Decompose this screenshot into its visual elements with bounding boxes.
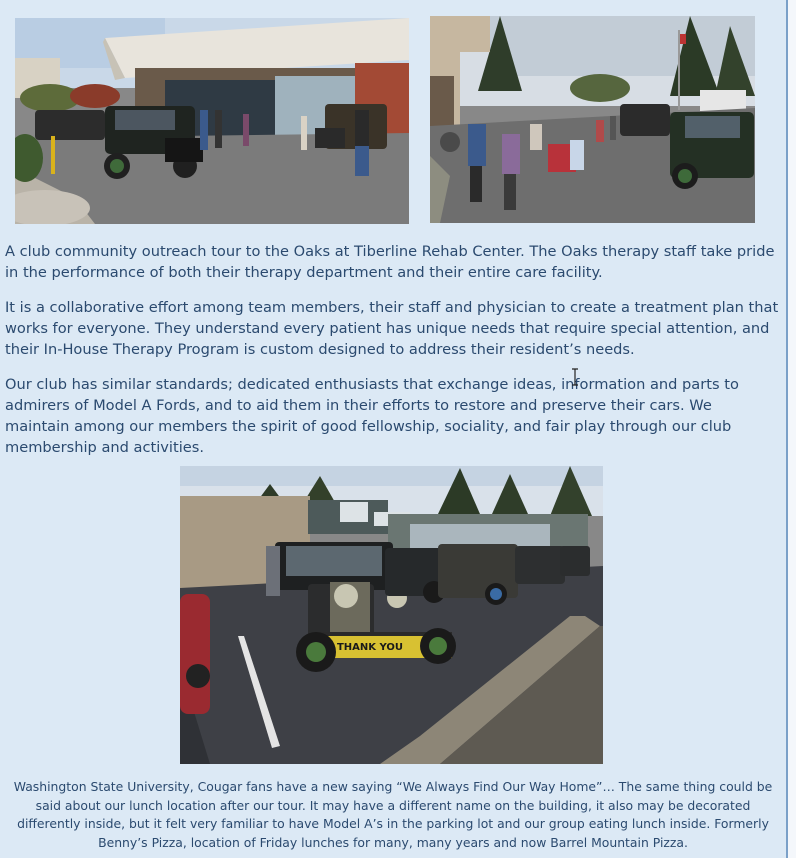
photo-rehab-center-cars xyxy=(15,18,409,224)
paragraph-collaborative-effort: It is a collaborative effort among team members, their staff and physician to create a treatment plan that works for everyone. They understand every patient has unique needs that require special attention, and their In-House Therapy Program is custom designed to address their resident’s needs. xyxy=(5,299,779,358)
thank-you-plate-text: THANK YOU xyxy=(336,642,404,653)
photo-2-image xyxy=(430,16,755,223)
paragraph-club-standards: Our club has similar standards; dedicated enthusiasts that exchange ideas, information and parts to admirers of Model A Fords, and to aid them in their efforts to restore and preserve their cars. We maintain among our members the spirit of good fellowship, sociality, and fair play through our club membership and activities. xyxy=(5,376,739,456)
photo-3-image xyxy=(180,466,603,764)
paragraph-outreach-tour: A club community outreach tour to the Oaks at Tiberline Rehab Center. The Oaks therapy staff take pride in the performance of both their therapy department and their entire care facility. xyxy=(5,243,775,281)
text-cursor-icon xyxy=(571,368,579,386)
page-right-margin xyxy=(788,0,796,858)
caption-lunch-location: Washington State University, Cougar fans have a new saying “We Always Find Our Way Home”… The same thing could be said about our lunch location after our tour. It may have a different name on the building, it also may be decorated differently inside, but it felt very familiar to have Model A’s in the parking lot and our group eating lunch inside. Formerly Benny’s Pizza, location of Friday lunches for many, many years and now Barrel Mountain Pizza. xyxy=(13,779,773,850)
photo-thank-you-model-a xyxy=(180,466,603,764)
photo-residents-gathering xyxy=(430,16,755,223)
photo-1-image xyxy=(15,18,409,224)
